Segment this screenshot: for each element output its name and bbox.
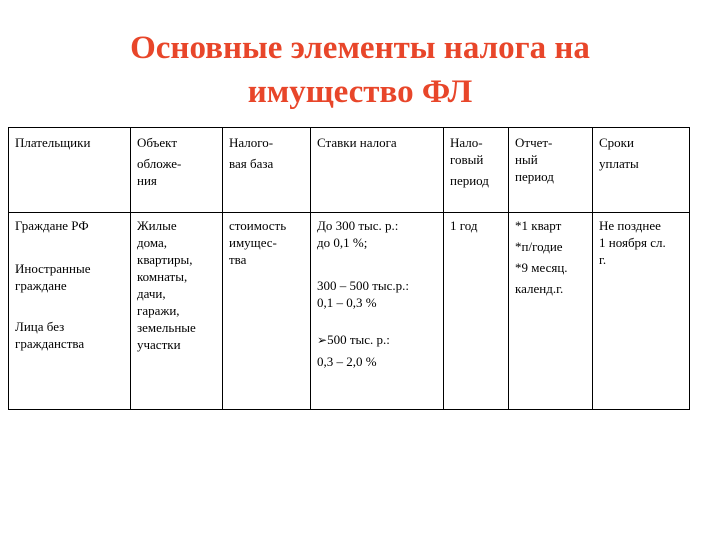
header-tax-period: Нало- говый период	[444, 128, 509, 213]
header-payment-deadline: Сроки уплаты	[593, 128, 690, 213]
arrow-bullet-icon: ➢	[317, 333, 328, 347]
cell-payers	[9, 213, 131, 410]
cell-object: Жилые дома, квартиры, комнаты, дачи, гаражи, земельные участки	[131, 213, 223, 410]
payer-stateless: Лица без гражданства	[15, 319, 85, 351]
rate-2-range: 300 – 500 тыс.р.:	[317, 278, 410, 293]
header-object: Объект обложе- ния	[131, 128, 223, 213]
title-line-1: Основные элементы налога на	[130, 30, 590, 66]
table-header-row	[9, 128, 690, 213]
header-tax-rates: Ставки налога	[311, 128, 444, 213]
header-payers: Плательщики	[9, 128, 131, 213]
rate-3-value: 0,3 – 2,0 %	[317, 354, 377, 369]
tax-elements-table	[8, 127, 690, 410]
rate-3-line	[317, 331, 438, 349]
cell-tax-base: стоимость имущес- тва	[223, 213, 311, 410]
cell-tax-rates	[311, 213, 444, 410]
payer-foreigners: Иностранные граждане	[15, 261, 91, 293]
rate-3-range: 500 тыс. р.:	[327, 332, 390, 347]
rate-2-value: 0,1 – 0,3 %	[317, 295, 377, 310]
payer-citizens: Граждане РФ	[15, 218, 89, 233]
rate-1-range: До 300 тыс. р.:	[317, 218, 399, 233]
header-reporting-period: Отчет- ный период	[509, 128, 593, 213]
slide-title	[0, 26, 720, 114]
header-tax-base: Налого- вая база	[223, 128, 311, 213]
cell-reporting-period: *1 кварт *п/годие *9 месяц. календ.г.	[509, 213, 593, 410]
cell-tax-period: 1 год	[444, 213, 509, 410]
table-row	[9, 213, 690, 410]
title-line-2: имущество ФЛ	[247, 74, 473, 110]
rate-1-value: до 0,1 %;	[317, 235, 368, 250]
cell-payment-deadline: Не позднее 1 ноября сл. г.	[593, 213, 690, 410]
